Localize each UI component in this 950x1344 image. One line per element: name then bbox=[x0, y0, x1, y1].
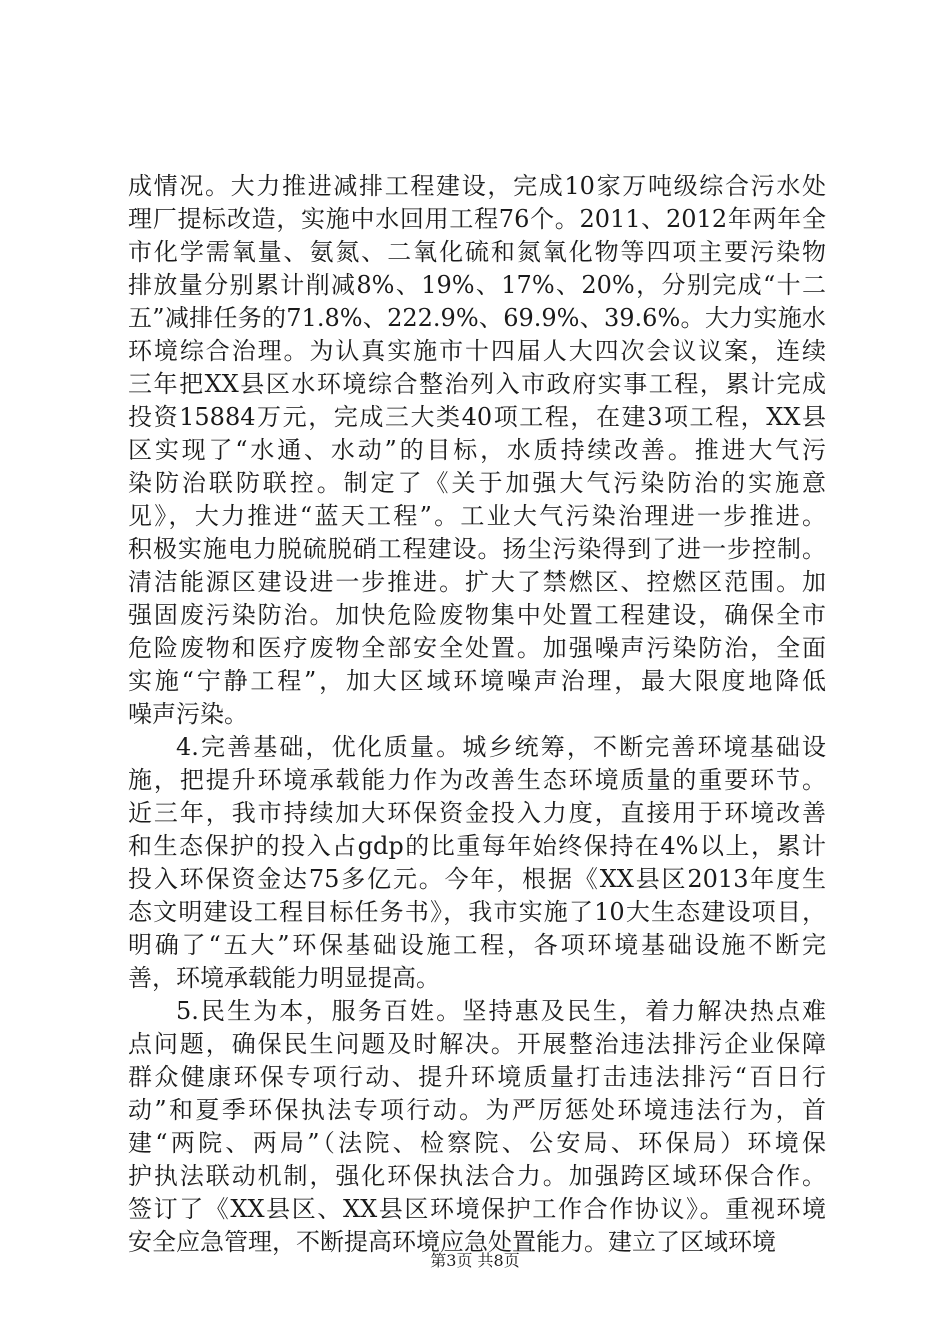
text-line: 投资15884万元，完成三大类40项工程，在建3项工程，XX县 bbox=[128, 403, 826, 431]
text-line: 和生态保护的投入占gdp的比重每年始终保持在4%以上，累计 bbox=[128, 832, 826, 860]
text-line: 成情况。大力推进减排工程建设，完成10家万吨级综合污水处 bbox=[128, 172, 826, 200]
text-line: 理厂提标改造，实施中水回用工程76个。2011、2012年两年全 bbox=[128, 205, 826, 233]
text-line: 危险废物和医疗废物全部安全处置。加强噪声污染防治，全面 bbox=[128, 634, 826, 662]
text-line: 施，把提升环境承载能力作为改善生态环境质量的重要环节。 bbox=[128, 766, 826, 794]
text-line: 清洁能源区建设进一步推进。扩大了禁燃区、控燃区范围。加 bbox=[128, 568, 826, 596]
text-line: 五”减排任务的71.8%、222.9%、69.9%、39.6%。大力实施水 bbox=[128, 304, 826, 332]
text-line: 积极实施电力脱硫脱硝工程建设。扬尘污染得到了进一步控制。 bbox=[128, 535, 826, 563]
text-line: 环境综合治理。为认真实施市十四届人大四次会议议案，连续 bbox=[128, 337, 826, 365]
text-line: 态文明建设工程目标任务书》，我市实施了10大生态建设项目， bbox=[128, 898, 826, 926]
text-line: 安全应急管理，不断提高环境应急处置能力。建立了区域环境 bbox=[128, 1228, 776, 1256]
text-line: 近三年，我市持续加大环保资金投入力度，直接用于环境改善 bbox=[128, 799, 826, 827]
text-line: 见》，大力推进“蓝天工程”。工业大气污染治理进一步推进。 bbox=[128, 502, 826, 530]
body-text bbox=[128, 170, 826, 1259]
text-line: 动”和夏季环保执法专项行动。为严厉惩处环境违法行为，首 bbox=[128, 1096, 826, 1124]
text-line: 三年把XX县区水环境综合整治列入市政府实事工程，累计完成 bbox=[128, 370, 826, 398]
page-footer: 第3页 共8页 bbox=[430, 1251, 520, 1270]
text-line: 明确了“五大”环保基础设施工程，各项环境基础设施不断完 bbox=[128, 931, 826, 959]
text-line: 5.民生为本，服务百姓。坚持惠及民生，着力解决热点难 bbox=[176, 997, 826, 1025]
text-line: 实施“宁静工程”，加大区域环境噪声治理，最大限度地降低 bbox=[128, 667, 826, 695]
text-line: 4.完善基础，优化质量。城乡统筹，不断完善环境基础设 bbox=[176, 733, 826, 761]
text-line: 强固废污染防治。加快危险废物集中处置工程建设，确保全市 bbox=[128, 601, 826, 629]
text-line: 签订了《XX县区、XX县区环境保护工作合作协议》。重视环境 bbox=[128, 1195, 826, 1223]
text-line: 市化学需氧量、氨氮、二氧化硫和氮氧化物等四项主要污染物 bbox=[128, 238, 826, 266]
text-line: 区实现了“水通、水动”的目标，水质持续改善。推进大气污 bbox=[128, 436, 826, 464]
text-line: 建“两院、两局”（法院、检察院、公安局、环保局）环境保 bbox=[128, 1129, 826, 1157]
text-line: 群众健康环保专项行动、提升环境质量打击违法排污“百日行 bbox=[128, 1063, 826, 1091]
text-line: 护执法联动机制，强化环保执法合力。加强跨区域环保合作。 bbox=[128, 1162, 826, 1190]
text-line: 善，环境承载能力明显提高。 bbox=[128, 964, 440, 992]
text-line: 投入环保资金达75多亿元。今年，根据《XX县区2013年度生 bbox=[128, 865, 826, 893]
text-line: 噪声污染。 bbox=[128, 700, 248, 728]
text-line: 点问题，确保民生问题及时解决。开展整治违法排污企业保障 bbox=[128, 1030, 826, 1058]
text-line: 染防治联防联控。制定了《关于加强大气污染防治的实施意 bbox=[128, 469, 826, 497]
text-line: 排放量分别累计削减8%、19%、17%、20%，分别完成“十二 bbox=[128, 271, 826, 299]
